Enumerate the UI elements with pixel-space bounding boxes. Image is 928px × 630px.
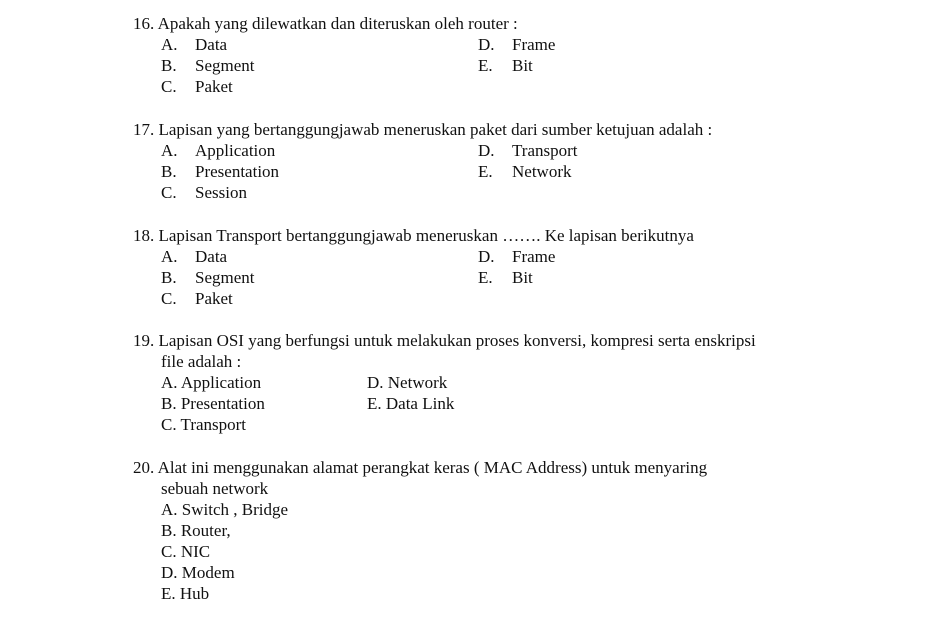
option-e: E. Network: [478, 162, 572, 181]
option-a: A. Data: [161, 247, 228, 266]
question-text: Apakah yang dilewatkan dan diteruskan oleh router :: [157, 14, 518, 33]
option-a: A. Application: [161, 141, 276, 160]
question-text-continued: file adalah :: [161, 352, 242, 371]
question-17: [133, 119, 713, 202]
option-b: B. Router,: [161, 521, 231, 540]
question-number: 18.: [133, 226, 155, 245]
question-text: Lapisan yang bertanggungjawab meneruskan paket dari sumber ketujuan adalah :: [158, 120, 713, 139]
question-16: [133, 13, 556, 96]
question-20-stem: [133, 457, 707, 478]
option-c: C. Transport: [161, 415, 247, 434]
option-b: B. Presentation: [161, 162, 280, 181]
option-e: E. Bit: [478, 268, 533, 287]
option-a: A. Data: [161, 35, 228, 54]
option-b: B. Segment: [161, 268, 255, 287]
option-e: E. Data Link: [367, 394, 455, 413]
option-c: C. NIC: [161, 542, 211, 561]
question-18: [133, 225, 694, 308]
question-19-stem: [133, 330, 756, 351]
question-text: Lapisan OSI yang berfungsi untuk melakukan proses konversi, kompresi serta enskripsi: [158, 331, 756, 350]
option-c: C. Paket: [161, 289, 233, 308]
option-a: A. Application: [161, 373, 262, 392]
option-a: A. Switch , Bridge: [161, 500, 289, 519]
option-e: E. Hub: [161, 584, 210, 603]
question-text-continued: sebuah network: [161, 479, 269, 498]
question-text: Lapisan Transport bertanggungjawab meneruskan ……. Ke lapisan berikutnya: [158, 226, 694, 245]
question-number: 20.: [133, 458, 155, 477]
question-number: 17.: [133, 120, 155, 139]
question-20: [133, 457, 708, 603]
question-number: 16.: [133, 14, 155, 33]
question-16-stem: [133, 13, 518, 34]
option-d: D. Frame: [478, 247, 556, 266]
question-19: [133, 330, 756, 434]
option-d: D. Frame: [478, 35, 556, 54]
question-number: 19.: [133, 331, 155, 350]
question-text: Alat ini menggunakan alamat perangkat keras ( MAC Address) untuk menyaring: [157, 458, 708, 477]
option-b: B. Presentation: [161, 394, 265, 413]
option-c: C. Session: [161, 183, 247, 202]
question-17-stem: [133, 119, 712, 140]
option-d: D. Modem: [161, 563, 235, 582]
option-d: D. Transport: [478, 141, 578, 160]
option-c: C. Paket: [161, 77, 233, 96]
option-d: D. Network: [367, 373, 448, 392]
option-b: B. Segment: [161, 56, 255, 75]
question-18-stem: [133, 225, 694, 246]
option-e: E. Bit: [478, 56, 533, 75]
